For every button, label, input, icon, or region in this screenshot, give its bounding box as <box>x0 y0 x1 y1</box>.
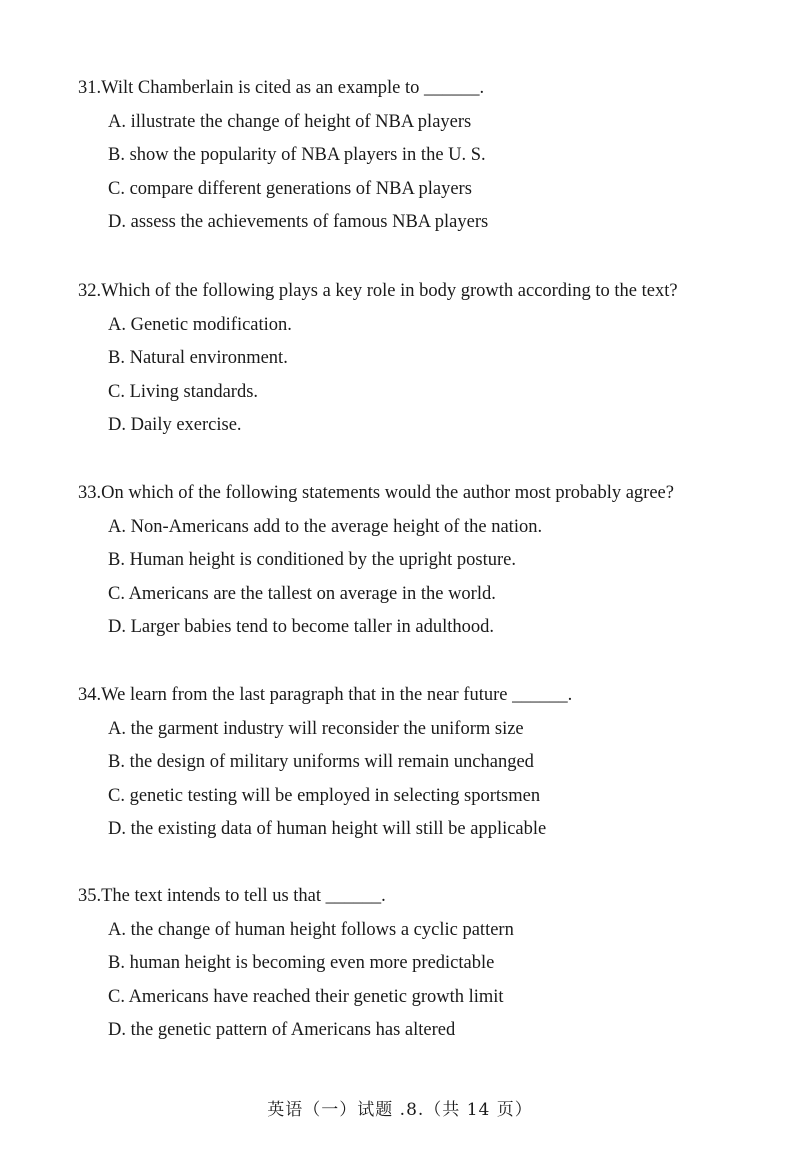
option-a: A. the change of human height follows a cyclic pattern <box>108 919 514 940</box>
option-d: D. the genetic pattern of Americans has altered <box>108 1020 456 1040</box>
option-b: B. Human height is conditioned by the upright posture. <box>108 550 516 570</box>
option-b: B. the design of military uniforms will remain unchanged <box>108 752 534 772</box>
question-35 <box>78 880 768 1048</box>
option-c: C. compare different generations of NBA players <box>108 178 472 199</box>
question-text: We learn from the last paragraph that in the near future ______. <box>101 685 573 705</box>
option-d: D. Daily exercise. <box>108 415 242 435</box>
question-stem <box>78 477 768 511</box>
question-text: Which of the following plays a key role in body growth according to the text? <box>101 281 678 301</box>
question-stem <box>78 679 768 713</box>
question-number: 34. <box>78 685 102 705</box>
page-footer: 英语（一）试题 .8.（共 14 页） <box>267 1100 533 1120</box>
question-stem <box>78 880 768 914</box>
option-d: D. Larger babies tend to become taller in adulthood. <box>108 617 494 637</box>
option-a: A. Non-Americans add to the average height of the nation. <box>108 516 543 537</box>
question-number: 33. <box>78 483 102 503</box>
question-number: 31. <box>78 78 102 98</box>
question-32 <box>78 275 768 443</box>
option-d: D. assess the achievements of famous NBA players <box>108 212 489 232</box>
option-c: C. Americans have reached their genetic growth limit <box>108 986 504 1007</box>
question-number: 32. <box>78 281 102 301</box>
question-stem <box>78 275 768 309</box>
option-a: A. the garment industry will reconsider the uniform size <box>108 718 524 739</box>
option-b: B. Natural environment. <box>108 348 288 368</box>
option-c: C. Living standards. <box>108 381 259 402</box>
option-d: D. the existing data of human height will still be applicable <box>108 819 547 839</box>
option-c: C. genetic testing will be employed in selecting sportsmen <box>108 785 541 806</box>
option-a: A. illustrate the change of height of NBA players <box>108 111 472 132</box>
question-stem <box>78 72 768 106</box>
question-number: 35. <box>78 886 102 906</box>
question-31 <box>78 72 768 240</box>
question-33 <box>78 477 768 645</box>
question-text: The text intends to tell us that ______. <box>101 886 386 906</box>
option-c: C. Americans are the tallest on average in the world. <box>108 583 496 604</box>
option-b: B. show the popularity of NBA players in the U. S. <box>108 145 486 165</box>
option-b: B. human height is becoming even more predictable <box>108 953 495 973</box>
question-text: Wilt Chamberlain is cited as an example to ______. <box>101 78 485 98</box>
question-text: On which of the following statements would the author most probably agree? <box>101 483 674 503</box>
question-34 <box>78 679 768 847</box>
option-a: A. Genetic modification. <box>108 314 292 335</box>
